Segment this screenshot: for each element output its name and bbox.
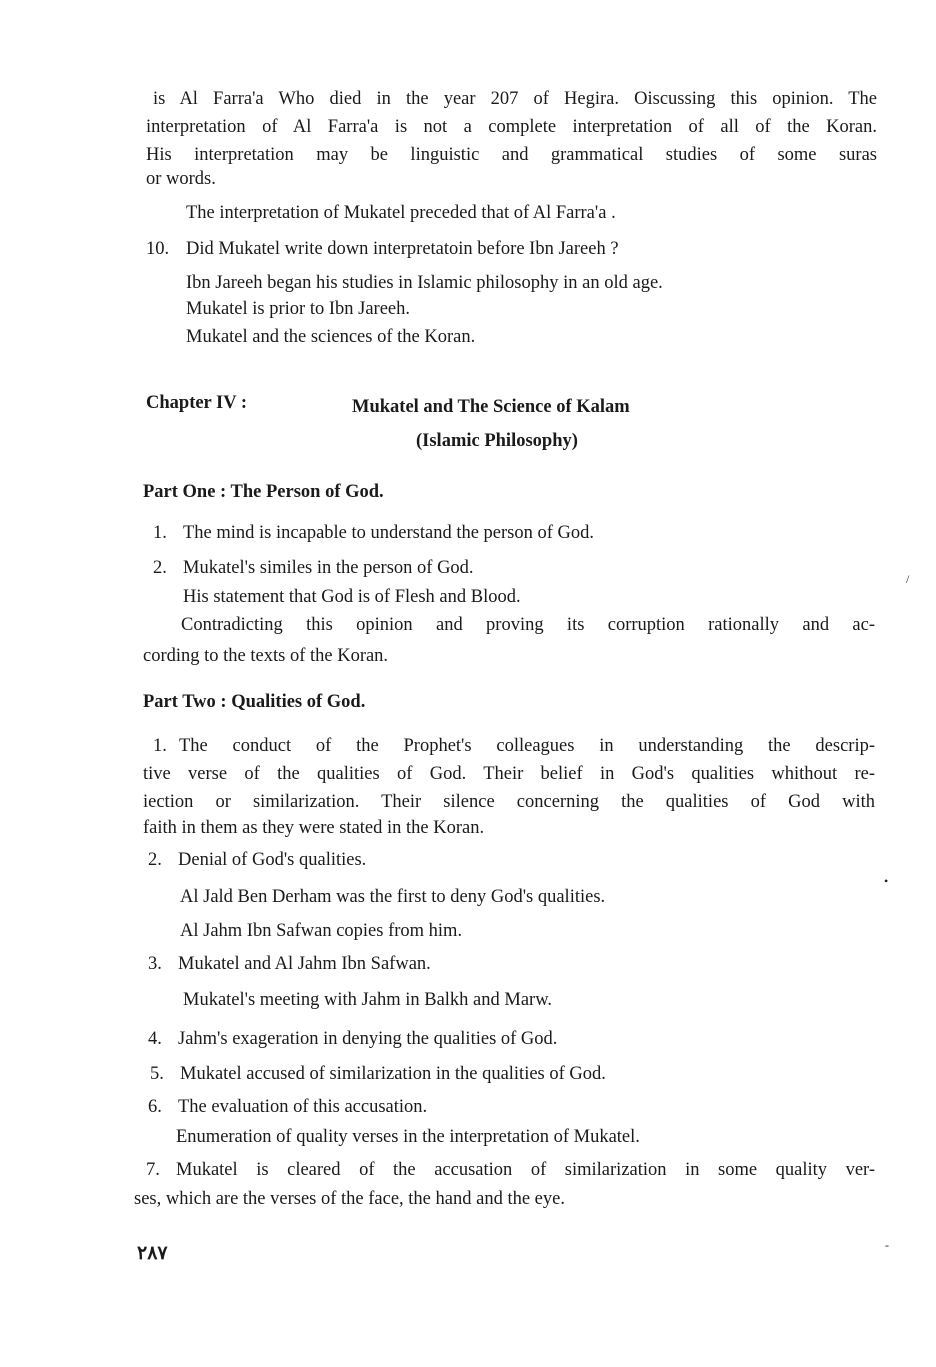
item-10-text: Did Mukatel write down interpretatoin before Ibn Jareeh ? (186, 239, 619, 259)
part-two-item-3-number: 3. (148, 954, 162, 974)
part-one-item-1 (153, 520, 594, 546)
part-two-item-2-sub-2: Al Jahm Ibn Safwan copies from him. (180, 921, 463, 941)
part-one-item-1-number: 1. (153, 523, 167, 543)
part-two-item-2-sub-1: Al Jald Ben Derham was the first to deny God's qualities. (180, 887, 606, 907)
scan-speck: / (906, 572, 910, 586)
part-two-item-3-text: Mukatel and Al Jahm Ibn Safwan. (178, 954, 431, 974)
part-two-item-3 (148, 951, 431, 977)
intro-line-1: is Al Farra'a Who died in the year 207 of Hegira. Oiscussing this opinion. The (153, 89, 877, 109)
part-two-item-2-number: 2. (148, 850, 162, 870)
item-10-number: 10. (146, 239, 170, 259)
item-10-sub-1: Ibn Jareeh began his studies in Islamic philosophy in an old age. (186, 273, 663, 293)
part-two-item-4-number: 4. (148, 1029, 162, 1049)
part-two-item-4-text: Jahm's exageration in denying the qualities of God. (178, 1029, 558, 1049)
chapter-title: Mukatel and The Science of Kalam (352, 397, 630, 417)
part-two-item-3-sub-1: Mukatel's meeting with Jahm in Balkh and Marw. (183, 990, 552, 1010)
part-one-item-1-text: The mind is incapable to understand the person of God. (183, 523, 595, 543)
part-two-item-7-line-a (146, 1157, 875, 1183)
part-two-item-1-number: 1. (153, 736, 167, 756)
part-one-item-2 (153, 555, 474, 581)
part-one-item-2-sub-1: His statement that God is of Flesh and Blood. (183, 587, 521, 607)
part-two-item-6-text: The evaluation of this accusation. (178, 1097, 428, 1117)
part-two-item-5-number: 5. (150, 1064, 164, 1084)
part-one-item-2-number: 2. (153, 558, 167, 578)
intro-line-3: His interpretation may be linguistic and grammatical studies of some suras (146, 145, 877, 165)
part-two-item-1-line-d: faith in them as they were stated in the Koran. (143, 818, 485, 838)
part-two-item-1-line-c: iection or similarization. Their silence concerning the qualities of God with (143, 792, 875, 812)
chapter-subtitle: (Islamic Philosophy) (416, 431, 578, 451)
part-two-item-6-number: 6. (148, 1097, 162, 1117)
part-one-item-2-sub-2b: cording to the texts of the Koran. (143, 646, 389, 666)
part-two-item-1-line-b: tive verse of the qualities of God. Their belief in God's qualities whithout re- (143, 764, 875, 784)
part-two-item-7-text-a: Mukatel is cleared of the accusation of similarization in some quality ver- (176, 1160, 875, 1180)
part-two-item-5 (150, 1061, 606, 1087)
page-number: ٢٨٧ (137, 1243, 168, 1264)
part-two-item-7-line-b: ses, which are the verses of the face, the hand and the eye. (134, 1189, 565, 1209)
chapter-label: Chapter IV : (146, 393, 248, 413)
scan-speck: • (884, 874, 889, 888)
part-two-item-5-text: Mukatel accused of similarization in the qualities of God. (180, 1064, 606, 1084)
item-10-sub-3: Mukatel and the sciences of the Koran. (186, 327, 476, 347)
part-two-item-2 (148, 847, 366, 873)
part-two-item-6 (148, 1094, 427, 1120)
part-one-heading: Part One : The Person of God. (143, 482, 384, 502)
part-two-item-1-line-a (153, 733, 875, 759)
scan-speck: - (885, 1238, 889, 1252)
intro-line-4: or words. (146, 169, 216, 189)
part-two-item-4 (148, 1026, 557, 1052)
item-10-sub-2: Mukatel is prior to Ibn Jareeh. (186, 299, 410, 319)
part-two-heading: Part Two : Qualities of God. (143, 692, 366, 712)
part-two-item-7-number: 7. (146, 1160, 160, 1180)
part-one-item-2-sub-2a: Contradicting this opinion and proving its corruption rationally and ac- (181, 615, 875, 635)
item-10 (146, 236, 619, 262)
part-one-item-2-text: Mukatel's similes in the person of God. (183, 558, 474, 578)
intro-line-2: interpretation of Al Farra'a is not a complete interpretation of all of the Koran. (146, 117, 877, 137)
part-two-item-1-text-a: The conduct of the Prophet's colleagues in understanding the descrip- (179, 736, 875, 756)
part-two-item-6-sub-1: Enumeration of quality verses in the interpretation of Mukatel. (176, 1127, 640, 1147)
part-two-item-2-text: Denial of God's qualities. (178, 850, 367, 870)
intro-line-5: The interpretation of Mukatel preceded that of Al Farra'a . (186, 203, 616, 223)
